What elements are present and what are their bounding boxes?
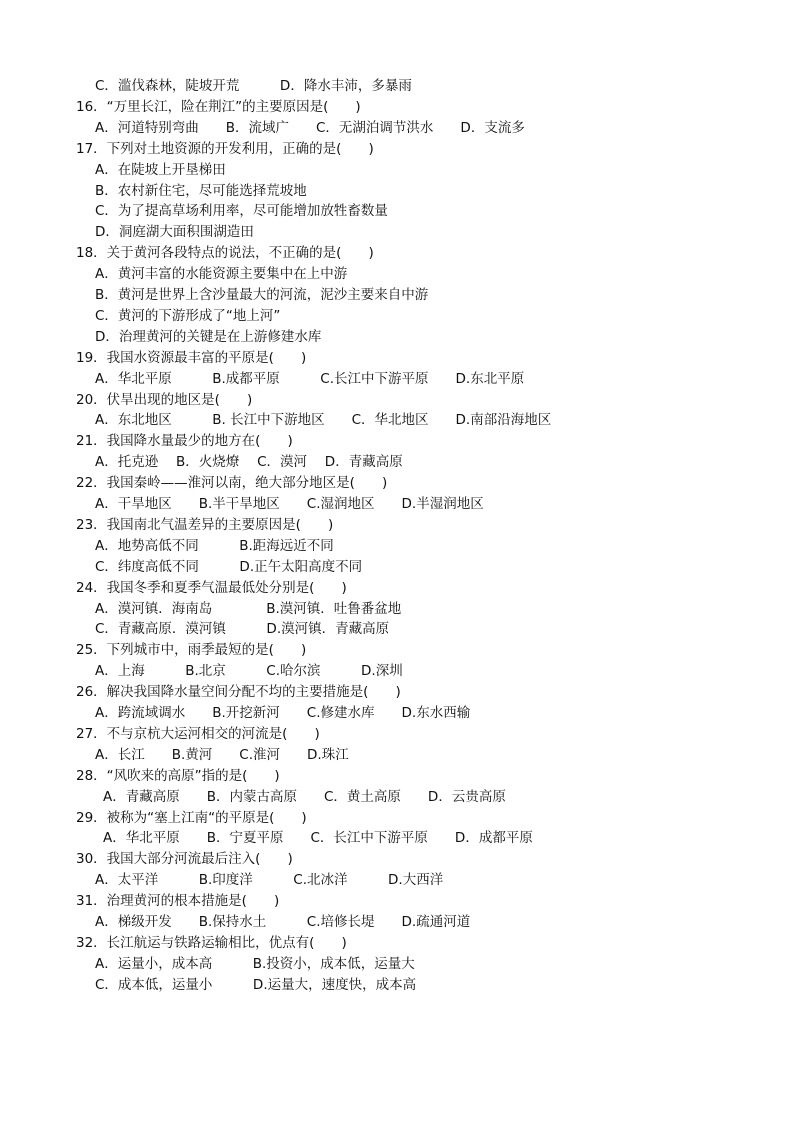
answer-option: A．华北平原 B.成都平原 C.长江中下游平原 D.东北平原 <box>95 370 525 387</box>
answer-option: A．上海 B.北京 C.哈尔滨 D.深圳 <box>95 663 403 680</box>
answer-option: A．地势高低不同 B.距海远近不同 <box>95 537 334 554</box>
question-stem: 31．治理黄河的根本措施是( ) <box>76 893 280 910</box>
question-stem: 24．我国冬季和夏季气温最低处分别是( ) <box>76 579 347 596</box>
answer-option: A．长江 B.黄河 C.淮河 D.珠江 <box>95 746 349 763</box>
answer-option: A．东北地区 B. 长江中下游地区 C．华北地区 D.南部沿海地区 <box>95 412 552 429</box>
question-stem: 23．我国南北气温差异的主要原因是( ) <box>76 516 334 533</box>
question-stem: 16．“万里长江，险在荆江”的主要原因是( ) <box>76 98 361 115</box>
answer-option: A．河道特别弯曲 B．流域广 C．无湖泊调节洪水 D．支流多 <box>95 119 525 136</box>
answer-option: C．成本低，运量小 D.运量大，速度快，成本高 <box>95 976 417 993</box>
question-stem: 20．伏旱出现的地区是( ) <box>76 391 253 408</box>
question-stem: 21．我国降水量最少的地方在( ) <box>76 433 293 450</box>
answer-option: B．黄河是世界上含沙量最大的河流，泥沙主要来自中游 <box>95 287 429 303</box>
answer-option: C．黄河的下游形成了“地上河” <box>95 307 281 324</box>
question-stem: 26．解决我国降水量空间分配不均的主要措施是( ) <box>76 684 401 701</box>
answer-option: D．洞庭湖大面积围湖造田 <box>95 224 254 241</box>
question-stem: 29．被称为“塞上江南“的平原是( ) <box>76 809 307 826</box>
answer-option: A．青藏高原 B．内蒙古高原 C．黄土高原 D．云贵高原 <box>103 788 506 805</box>
question-stem: 17．下列对土地资源的开发利用，正确的是( ) <box>76 140 374 157</box>
answer-option: B．农村新住宅，尽可能选择荒坡地 <box>95 182 307 199</box>
answer-option: A．干旱地区 B.半干旱地区 C.湿润地区 D.半湿润地区 <box>95 496 484 512</box>
question-stem: 19．我国水资源最丰富的平原是( ) <box>76 349 307 366</box>
question-stem: 32．长江航运与铁路运输相比，优点有( ) <box>76 934 347 951</box>
answer-option: A．在陡坡上开垦梯田 <box>95 161 226 178</box>
answer-option: C．滥伐森林，陡坡开荒 D．降水丰沛，多暴雨 <box>95 78 412 94</box>
answer-option: A．运量小，成本高 B.投资小，成本低，运量大 <box>95 955 415 972</box>
answer-option: A．漠河镇．海南岛 B.漠河镇．吐鲁番盆地 <box>95 600 402 617</box>
question-stem: 30．我国大部分河流最后注入( ) <box>76 851 293 868</box>
question-stem: 22．我国秦岭——淮河以南，绝大部分地区是( ) <box>76 475 388 492</box>
answer-option: A．华北平原 B．宁夏平原 C．长江中下游平原 D．成都平原 <box>103 830 533 847</box>
question-stem: 28．“风吹来的高原”指的是( ) <box>76 767 280 784</box>
answer-option: C．为了提高草场利用率，尽可能增加放牲畜数量 <box>95 203 388 220</box>
answer-option: A．梯级开发 B.保持水土 C.培修长堤 D.疏通河道 <box>95 914 471 930</box>
answer-option: A．跨流域调水 B.开挖新河 C.修建水库 D.东水西输 <box>95 705 471 721</box>
question-stem: 18．关于黄河各段特点的说法，不正确的是( ) <box>76 245 374 262</box>
answer-option: C．青藏高原．漠河镇 D.漠河镇．青藏高原 <box>95 621 390 638</box>
answer-option: D．治理黄河的关键是在上游修建水库 <box>95 328 322 345</box>
answer-option: C．纬度高低不同 D.正午太阳高度不同 <box>95 558 363 575</box>
question-stem: 25．下列城市中，雨季最短的是( ) <box>76 642 307 659</box>
answer-option: A．托克逊 B．火烧燎 C．漠河 D．青藏高原 <box>95 454 403 471</box>
answer-option: A．太平洋 B.印度洋 C.北冰洋 D.大西洋 <box>95 872 444 889</box>
question-stem: 27．不与京杭大运河相交的河流是( ) <box>76 725 320 742</box>
answer-option: A．黄河丰富的水能资源主要集中在上中游 <box>95 266 348 283</box>
